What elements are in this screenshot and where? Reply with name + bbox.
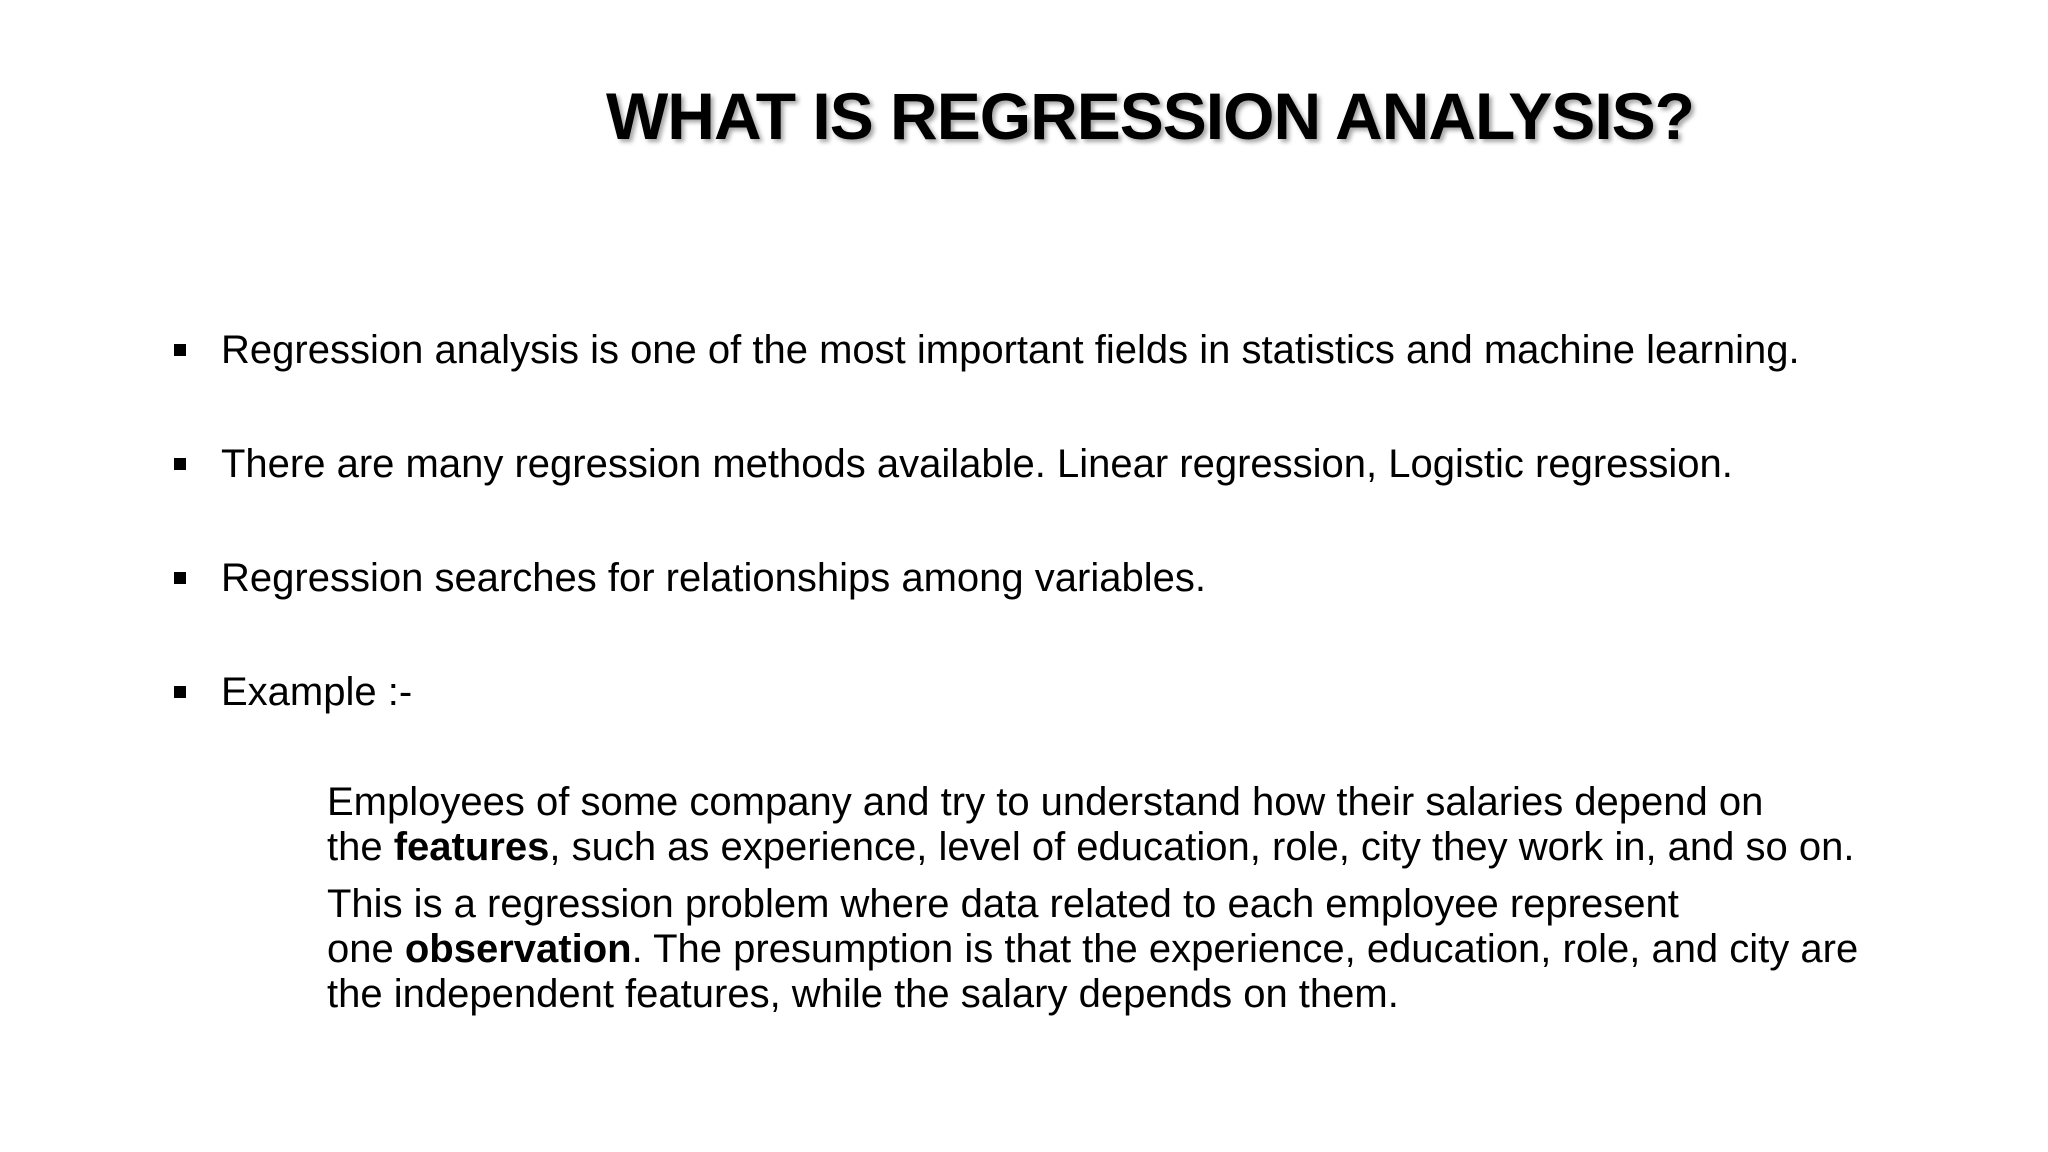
example-paragraph-observation	[327, 882, 2007, 1017]
bold-term-features: features	[393, 825, 550, 869]
slide-title: WHAT IS REGRESSION ANALYSIS?	[605, 79, 1694, 153]
bullet-list	[174, 320, 1994, 776]
bullet-item	[174, 662, 1994, 776]
text-run: . The presumption is that the experience, education, role, and city are	[631, 927, 1859, 971]
example-paragraph-employees	[327, 780, 2007, 870]
bullet-text: Regression searches for relationships among variables.	[221, 556, 1206, 600]
square-bullet-icon	[174, 458, 186, 470]
paragraph-line	[327, 825, 2007, 870]
example-block	[327, 780, 2007, 1029]
bullet-item	[174, 434, 1994, 548]
text-run: the	[327, 825, 394, 869]
text-run: one	[327, 927, 405, 971]
bullet-text: Regression analysis is one of the most important fields in statistics and machine learning.	[221, 328, 1800, 372]
bullet-text: There are many regression methods available. Linear regression, Logistic regression.	[221, 442, 1733, 486]
paragraph-line: Employees of some company and try to understand how their salaries depend on	[327, 780, 1764, 824]
square-bullet-icon	[174, 686, 186, 698]
text-run: , such as experience, level of education, role, city they work in, and so on.	[549, 825, 1855, 869]
paragraph-line: the independent features, while the salary depends on them.	[327, 972, 1399, 1016]
square-bullet-icon	[174, 344, 186, 356]
bullet-item	[174, 320, 1994, 434]
paragraph-line: This is a regression problem where data related to each employee represent	[327, 882, 1679, 926]
bold-term-observation: observation	[404, 927, 632, 971]
square-bullet-icon	[174, 572, 186, 584]
paragraph-line	[327, 927, 2007, 972]
bullet-text: Example :-	[221, 670, 413, 714]
bullet-item	[174, 548, 1994, 662]
